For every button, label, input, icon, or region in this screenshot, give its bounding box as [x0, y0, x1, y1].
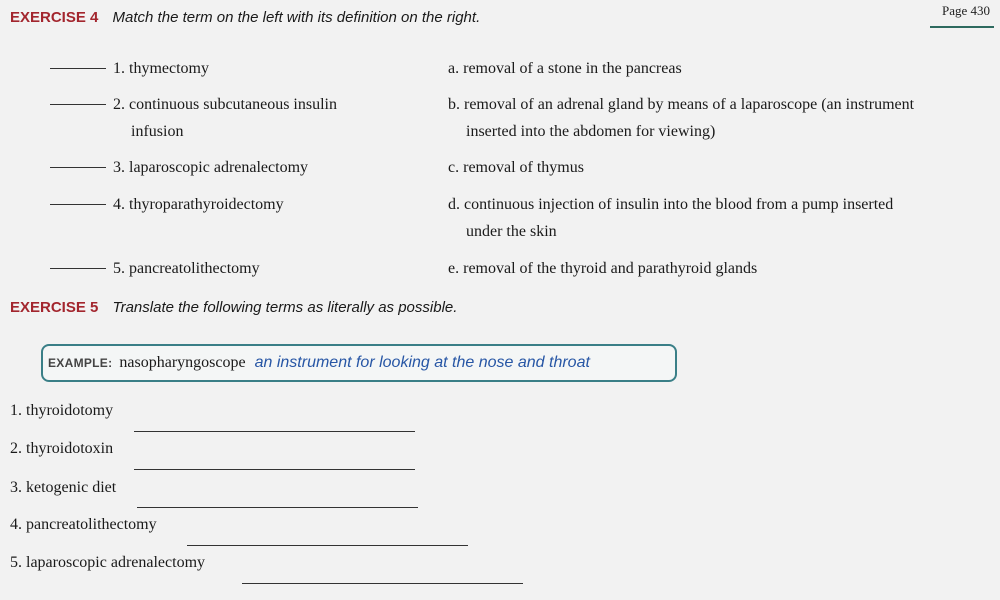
translate-item-5: 5. laparoscopic adrenalectomy [10, 554, 206, 571]
page-number-rule [930, 26, 994, 28]
example-answer: an instrument for looking at the nose and throat [254, 354, 590, 371]
translate-answer-line-1[interactable] [134, 431, 415, 432]
page-number: Page 430 [941, 3, 990, 18]
definition-e: e. removal of the thyroid and parathyroid glands [448, 260, 758, 277]
term-5: 5. pancreatolithectomy [113, 260, 260, 277]
example-box [41, 344, 677, 382]
translate-item-1: 1. thyroidotomy [10, 402, 114, 419]
definition-c: c. removal of thymus [448, 159, 584, 176]
example-term: nasopharyngoscope [119, 354, 246, 371]
translate-answer-line-3[interactable] [137, 507, 418, 508]
translate-item-2: 2. thyroidotoxin [10, 440, 114, 457]
translate-answer-line-5[interactable] [242, 583, 523, 584]
answer-blank-2[interactable] [50, 104, 106, 105]
translate-answer-line-4[interactable] [187, 545, 468, 546]
translate-answer-line-2[interactable] [134, 469, 415, 470]
definition-a: a. removal of a stone in the pancreas [448, 60, 682, 77]
term-3: 3. laparoscopic adrenalectomy [113, 159, 309, 176]
translate-item-3: 3. ketogenic diet [10, 479, 117, 496]
answer-blank-3[interactable] [50, 167, 106, 168]
exercise-5-instruction: Translate the following terms as literally as possible. [112, 299, 458, 316]
term-1: 1. thymectomy [113, 60, 209, 77]
translate-item-4: 4. pancreatolithectomy [10, 516, 157, 533]
exercise-5-heading [10, 299, 457, 316]
exercise-4-heading [10, 9, 480, 26]
example-tag: EXAMPLE: [48, 356, 113, 370]
answer-blank-1[interactable] [50, 68, 106, 69]
term-2: 2. continuous subcutaneous insulin infusion [113, 96, 337, 140]
definition-d: d. continuous injection of insulin into the blood from a pump inserted under the skin [448, 196, 894, 240]
definition-b: b. removal of an adrenal gland by means of a laparoscope (an instrument inserted into the abdomen for viewing) [448, 96, 915, 140]
exercise-4-label: EXERCISE 4 [10, 9, 99, 26]
answer-blank-5[interactable] [50, 268, 106, 269]
term-4: 4. thyroparathyroidectomy [113, 196, 284, 213]
exercise-5-label: EXERCISE 5 [10, 299, 99, 316]
answer-blank-4[interactable] [50, 204, 106, 205]
exercise-4-instruction: Match the term on the left with its definition on the right. [112, 9, 481, 26]
